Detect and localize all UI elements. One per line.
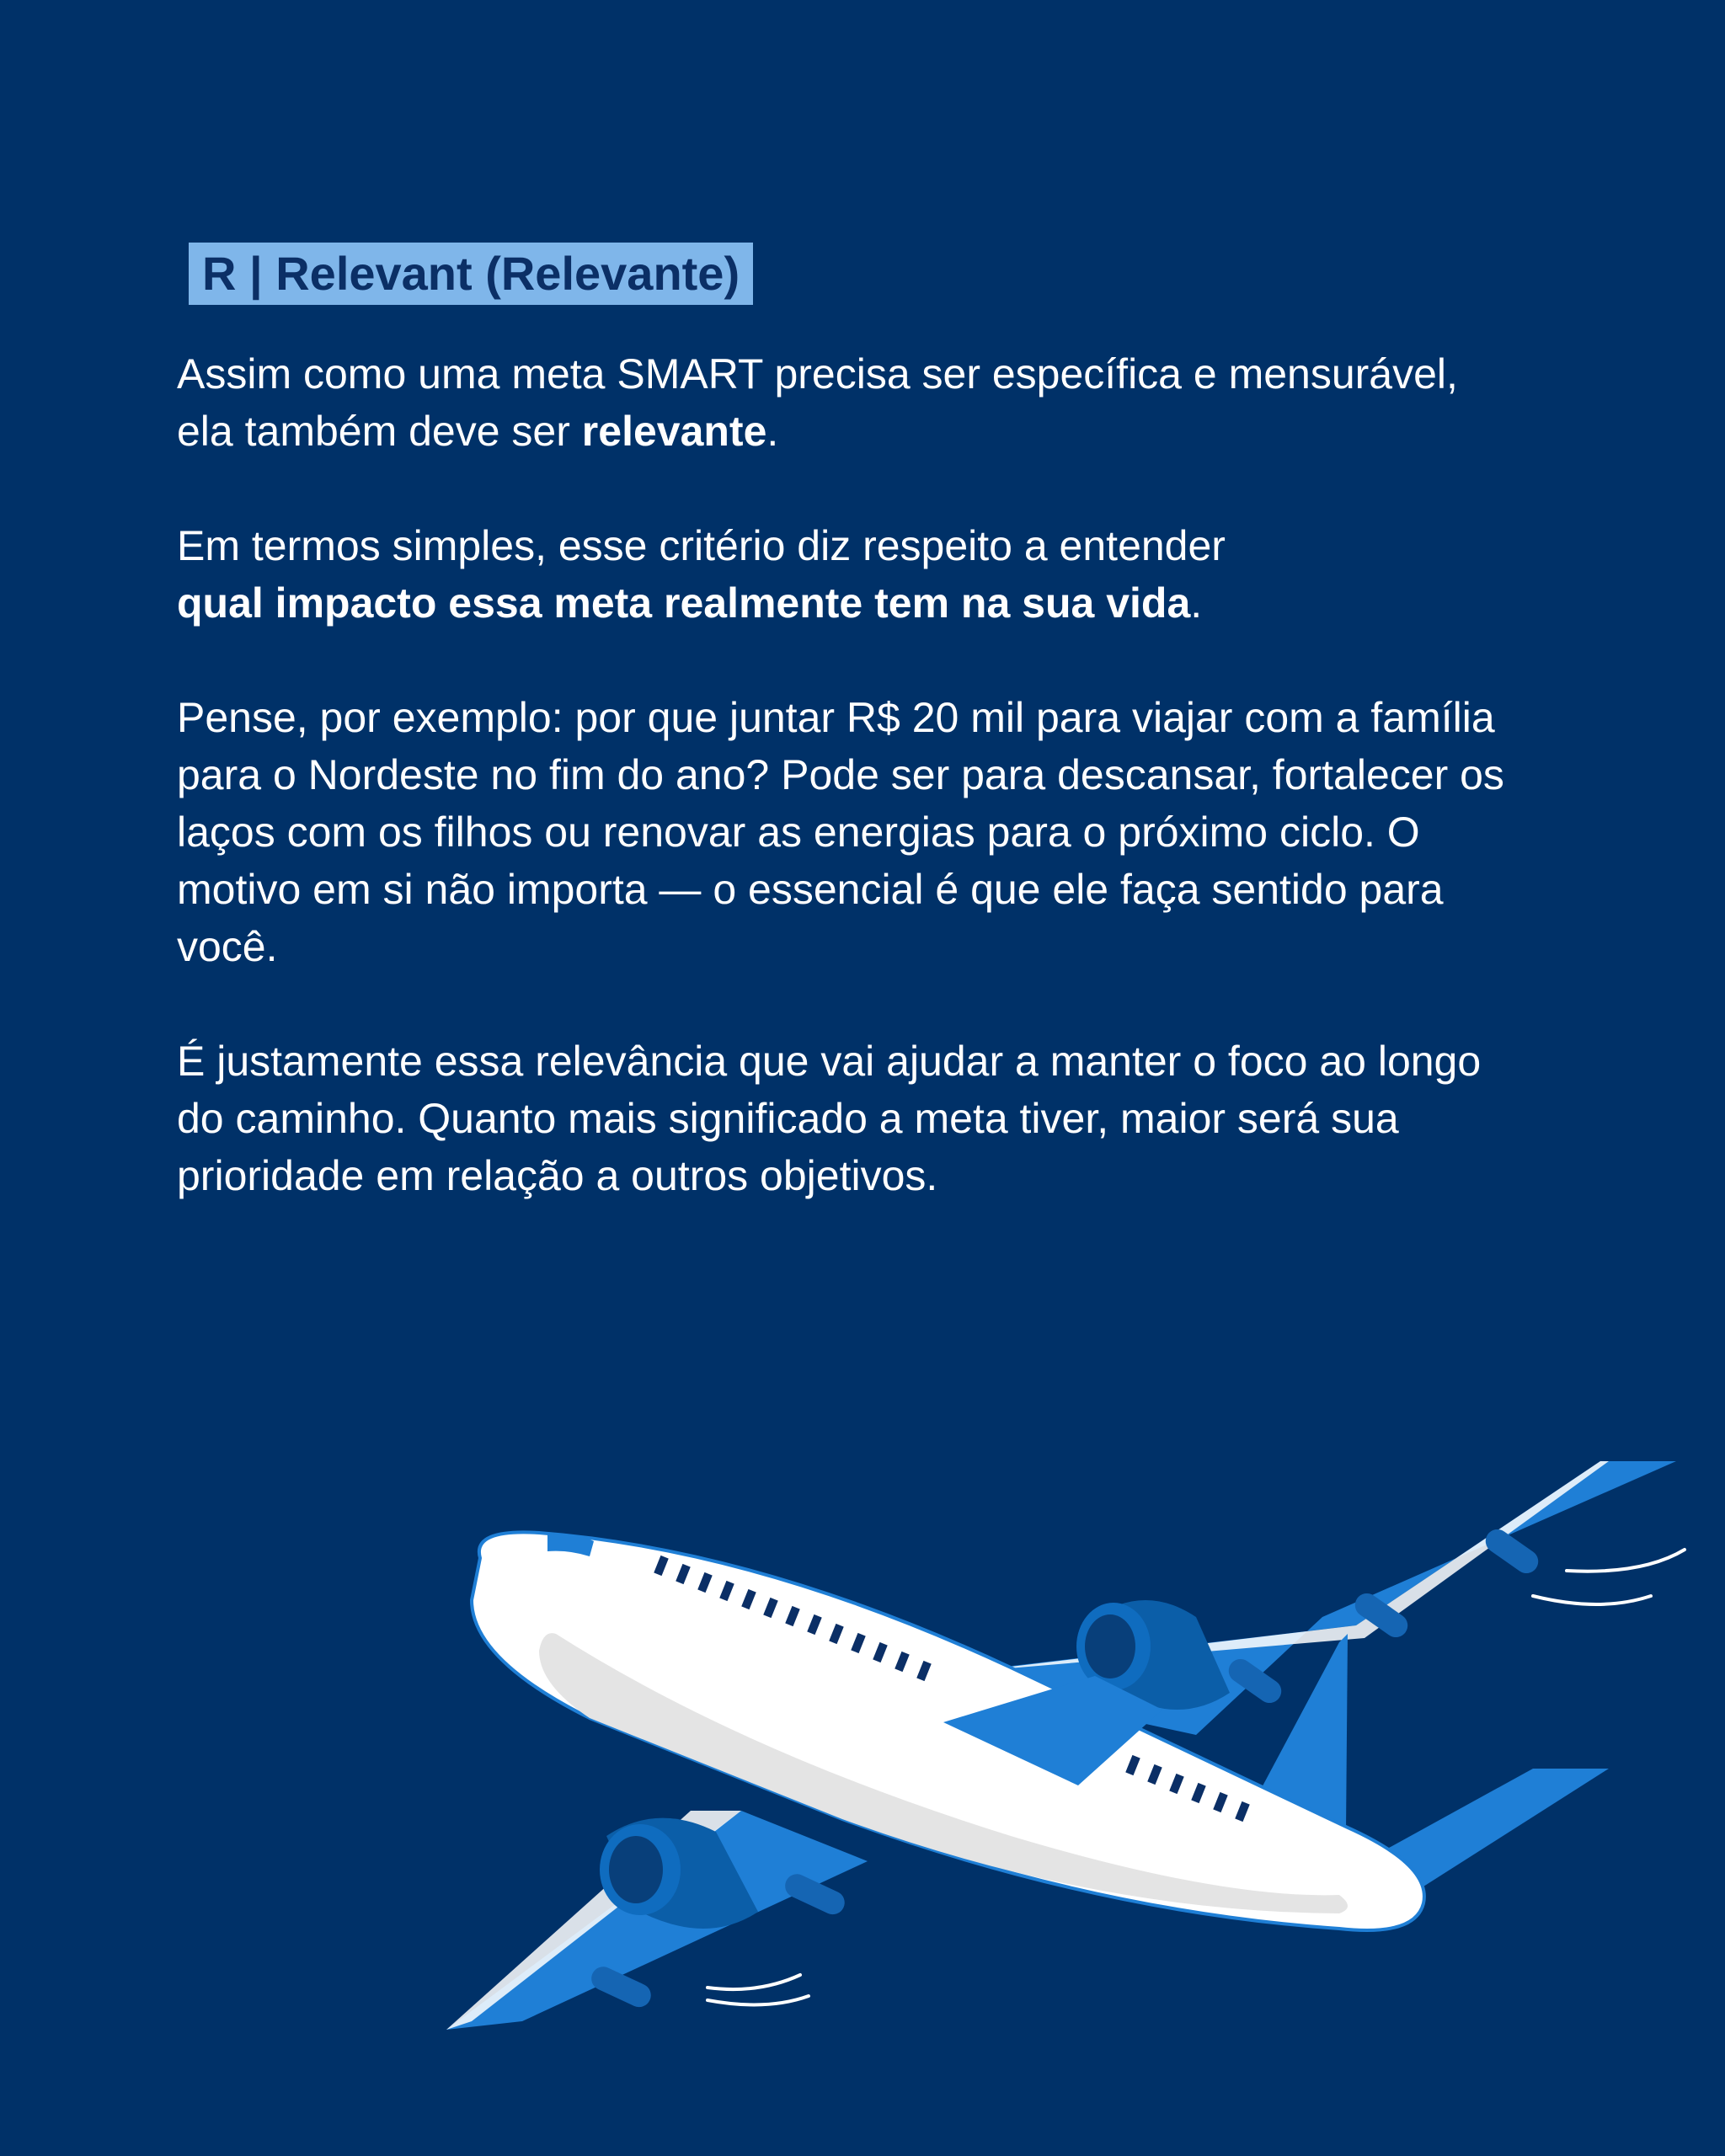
paragraph-1-bold: relevante xyxy=(581,408,767,455)
paragraph-2-text: Em termos simples, esse critério diz respeito a entender xyxy=(177,522,1226,569)
paragraph-3: Pense, por exemplo: por que juntar R$ 20 mil para viajar com a família para o Nordeste no fim do ano? Pode ser para descansar, fortalecer os laços com os filhos ou renovar as energias para o próximo ciclo. O motivo em si não importa — o essencial é que ele faça sentido para você. xyxy=(177,694,1504,970)
paragraph-2-end: . xyxy=(1190,579,1203,627)
far-wing-highlight xyxy=(969,1461,1609,1672)
paragraph-1-text: Assim como uma meta SMART precisa ser específica e mensurável, ela também deve ser xyxy=(177,350,1458,455)
paragraph-1-end: . xyxy=(766,408,779,455)
paragraph-2-bold: qual impacto essa meta realmente tem na sua vida xyxy=(177,579,1191,627)
section-heading: R | Relevant (Relevante) xyxy=(189,243,753,305)
paragraph-4: É justamente essa relevância que vai ajudar a manter o foco ao longo do caminho. Quanto mais significado a meta tiver, maior será sua prioridade em relação a outros objetivos. xyxy=(177,1038,1482,1199)
